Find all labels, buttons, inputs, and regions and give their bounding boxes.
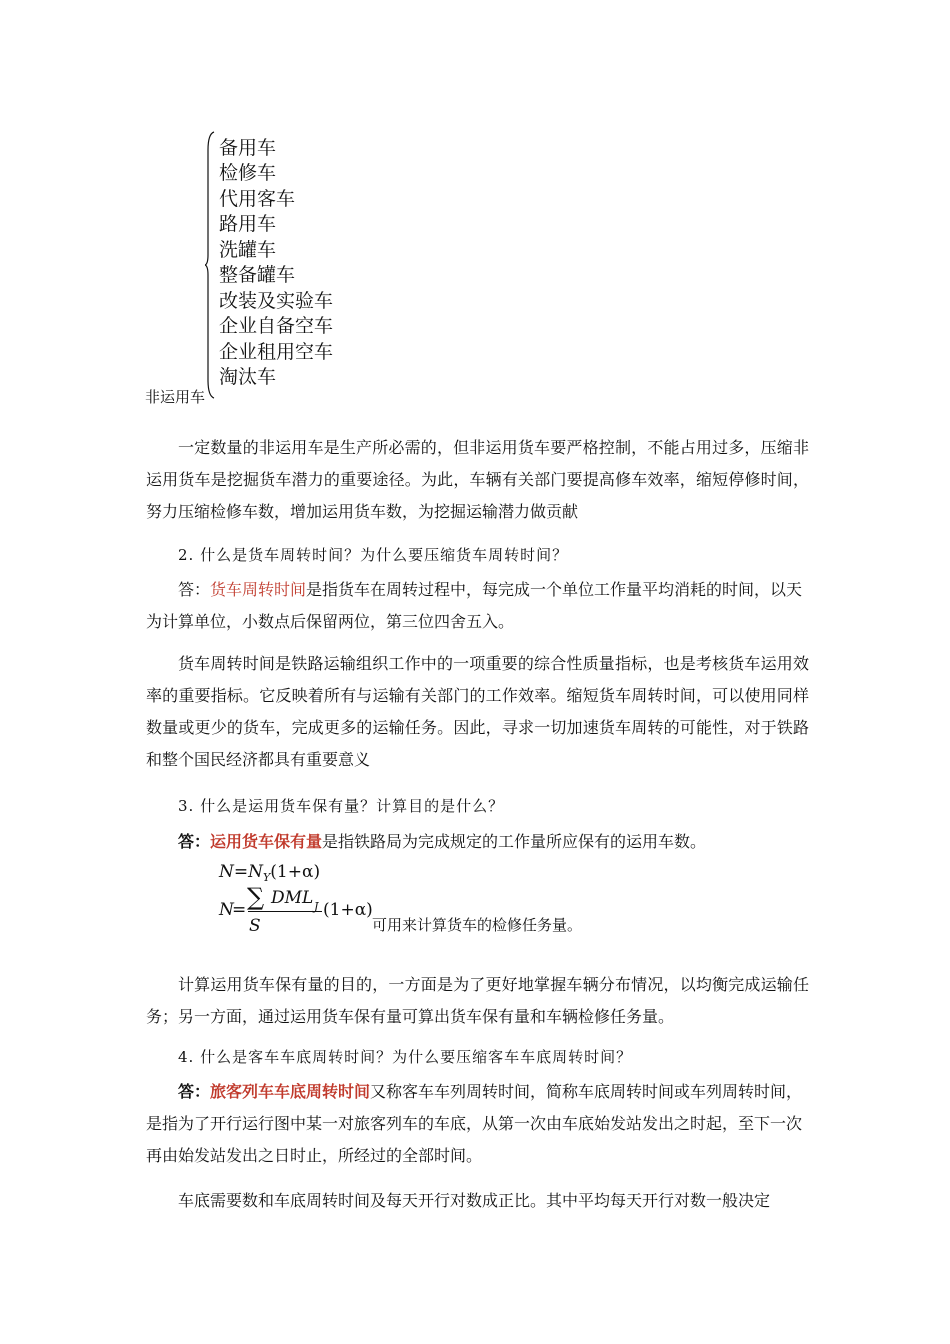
formula-note: 可用来计算货车的检修任务量。 <box>372 916 583 934</box>
answer-paragraph <box>146 574 809 638</box>
paragraph: 计算运用货车保有量的目的，一方面是为了更好地掌握车辆分布情况，以均衡完成运输任务；另一方面，通过运用货车保有量可算出货车保有量和车辆检修任务量。 <box>146 975 809 1026</box>
left-brace <box>205 130 215 400</box>
answer-text: 又称客车车列周转时间，简称车底周转时间或车列周转时间，是指为了开行运行图中某一对旅客列车的车底，从第一次由车底始发站发出之时起，至下一次再由始发站发出之日时止，所经过的全部时间。 <box>146 1082 803 1165</box>
list-item: 企业租用空车 <box>219 341 334 363</box>
list-item: 代用客车 <box>219 188 296 210</box>
answer-text: 是指货车在周转过程中，每完成一个单位工作量平均消耗的时间，以天为计算单位，小数点后保留两位，第三位四舍五入。 <box>146 580 803 631</box>
list-item: 洗罐车 <box>219 239 277 261</box>
answer-paragraph <box>146 826 809 858</box>
question-heading: 3. 什么是运用货车保有量？计算目的是什么？ <box>178 797 505 815</box>
answer-term: 货车周转时间 <box>210 580 307 599</box>
answer-term: 旅客列车车底周转时间 <box>210 1082 371 1101</box>
answer-prefix: 答： <box>178 580 211 599</box>
answer-prefix: 答： <box>178 832 211 851</box>
paragraph: 一定数量的非运用车是生产所必需的，但非运用货车要严格控制，不能占用过多，压缩非运用货车是挖掘货车潜力的重要途径。为此，车辆有关部门要提高修车效率，缩短停修时间，努力压缩检修车数，增加运用货车数，为挖掘运输潜力做贡献 <box>146 438 809 521</box>
fraction-line <box>248 911 322 912</box>
answer-term: 运用货车保有量 <box>210 832 323 851</box>
list-item: 淘汰车 <box>219 366 277 388</box>
list-item: 检修车 <box>219 162 277 184</box>
paragraph: 车底需要数和车底周转时间及每天开行对数成正比。其中平均每天开行对数一般决定 <box>178 1191 771 1210</box>
answer-prefix: 答： <box>178 1082 211 1101</box>
list-item: 改装及实验车 <box>219 290 334 312</box>
question-heading: 2. 什么是货车周转时间？为什么要压缩货车周转时间？ <box>178 546 569 564</box>
list-item: 备用车 <box>219 137 277 159</box>
answer-text: 是指铁路局为完成规定的工作量所应保有的运用车数。 <box>322 832 707 851</box>
formula-vehicle-count: $N=N_Y(1+\alpha)$ <box>219 862 321 884</box>
list-item: 整备罐车 <box>219 264 296 286</box>
question-heading: 4. 什么是客车车底周转时间？为什么要压缩客车车底周转时间？ <box>178 1048 633 1066</box>
list-item: 路用车 <box>219 213 277 235</box>
formula-repair-count: N = ∑ DML J S (1+α) 可用来计算货车的检修任务量。 <box>219 883 583 936</box>
list-item: 企业自备空车 <box>219 315 334 337</box>
answer-paragraph <box>146 1076 809 1172</box>
category-label: 非运用车 <box>145 388 206 406</box>
paragraph: 货车周转时间是铁路运输组织工作中的一项重要的综合性质量指标，也是考核货车运用效率的重要指标。它反映着所有与运输有关部门的工作效率。缩短货车周转时间，可以使用同样数量或更少的货车，完成更多的运输任务。因此，寻求一切加速货车周转的可能性，对于铁路和整个国民经济都具有重要意义 <box>146 654 809 769</box>
